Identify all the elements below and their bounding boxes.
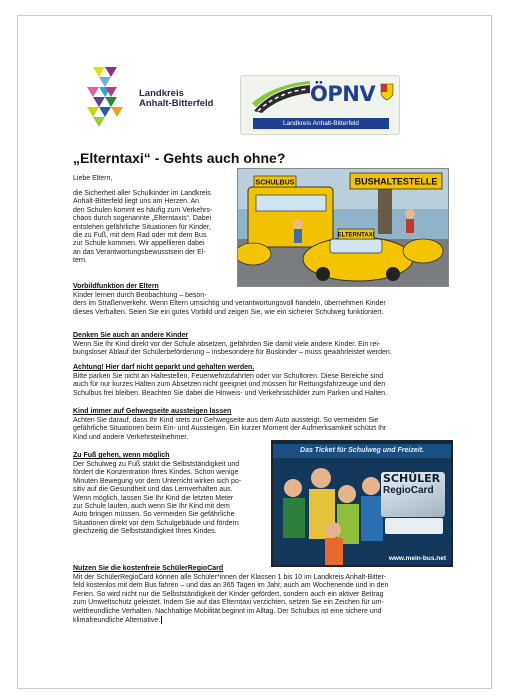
oepnv-subtitle: Landkreis Anhalt-Bitterfeld	[253, 118, 389, 129]
oepnv-logo	[240, 75, 400, 135]
intro-paragraph: die Sicherheit aller Schulkinder im Landkreis Anhalt-Bitterfeld liegt uns am Herzen. An den Schulen kommt es häufig zum Verkehrs- chaos durch sogenannte „Elterntaxis“. Dabei entstehen gefährliche Situationen für Kinder, die zu Fuß, mit dem Rad oder mit dem Bus zur Schule kommen. Wir appellieren dabei an das Verantwortungsbewusstsein der El- tern.	[73, 190, 213, 265]
section-paragraph: Achten Sie darauf, dass Ihr Kind stets zur Gehwegseite aus dem Auto aussteigt. So vermeiden Sie gefährliche Situationen beim Ein- und Aussteigen. Ein kurzer Moment der Aufmerksamkeit schützt Ihr Kind und andere Verkehrsteilnehmer.	[73, 417, 387, 441]
card-title: SCHÜLER	[383, 472, 441, 485]
section-heading: Denken Sie auch an andere Kinder	[73, 332, 189, 339]
section-paragraph: Kinder lernen durch Beobachtung – beson- ders im Straßenverkehr. Wenn Eltern umsichtig und verantwortungsvoll handeln, übernehmen Kinder dieses Verhalten. Seien Sie ein gutes Vorbild und zeigen Sie, wie ein sicherer Schulweg funktioniert.	[73, 292, 386, 316]
ad-banner: Das Ticket für Schulweg und Freizeit.	[273, 444, 451, 458]
road-swoosh-icon	[252, 81, 312, 115]
section-paragraph: Der Schulweg zu Fuß stärkt die Selbstständigkeit und fördert die Konzentration Ihres Kindes. Schon wenige Minuten Bewegung vor dem Unterricht wirken sich po- sitiv auf die Gesundheit und das Lernverhalten aus. Wenn möglich, lassen Sie Ihr Kind die letzten Meter zur Schule laufen, auch wenn Sie Ihr Kind mit dem Auto bringen müssen. So vermeiden Sie gefährliche Situationen direkt vor dem Schulgebäude und fördern gleichzeitig die Selbstständigkeit Ihres Kindes.	[73, 461, 242, 536]
page-title: „Elterntaxi“ - Gehts auch ohne?	[73, 150, 286, 166]
landkreis-logo	[83, 65, 218, 128]
landkreis-triangles-icon	[83, 65, 143, 128]
card-subtitle: RegioCard	[383, 485, 434, 496]
greeting: Liebe Eltern,	[73, 175, 113, 182]
bus-stop-sign-text: BUSHALTESTELLE	[354, 176, 438, 187]
text-cursor	[161, 616, 162, 624]
section-heading: Kind immer auf Gehwegseite aussteigen lassen	[73, 408, 232, 415]
section-heading: Nutzen Sie die kostenfreie SchülerRegioCard	[73, 565, 224, 572]
oepnv-wordmark: ÖPNV	[310, 82, 376, 106]
section-heading: Achtung! Hier darf nicht geparkt und gehalten werden.	[73, 364, 255, 371]
school-bus-illustration	[237, 168, 449, 287]
section-heading: Zu Fuß gehen, wenn möglich	[73, 452, 170, 459]
landkreis-line1: Landkreis	[139, 88, 184, 99]
section-heading: Vorbildfunktion der Eltern	[73, 283, 159, 290]
section-paragraph: Wenn Sie Ihr Kind direkt vor der Schule absetzen, gefährden Sie damit viele andere Kinder. Ein rei- bungsloser Ablauf der Schülerbeförderung – insbesondere für Buskinder – muss gewährleistet werden.	[73, 341, 392, 357]
schuelerregiocard-ad	[271, 440, 453, 567]
document-page	[60, 50, 455, 670]
bus-sign-text: SCHULBUS	[255, 179, 295, 187]
landkreis-line2: Anhalt-Bitterfeld	[139, 98, 214, 109]
coat-of-arms-icon	[380, 83, 394, 101]
ad-url: www.mein-bus.net	[388, 555, 446, 562]
section-paragraph: Mit der SchülerRegioCard können alle Schüler*innen der Klassen 1 bis 10 im Landkreis Anhalt-Bitter- feld kostenlos mit dem Bus fahren – und das an 365 Tagen im Jahr, auch am Wochenende und in den Ferien. So wird nicht nur die Selbstständigkeit der Kinder gefördert, sondern auch ein aktiver Beitrag zum Umweltschutz geleistet. Indem Sie auf das Elterntaxi verzichten, setzen Sie ein Zeichen für um- weltfreundliche Verhalten. Nachhaltige Mobilität beginnt im Alltag. Der Schulbus ist eine sichere und klimafreundliche Alternative.	[73, 574, 389, 624]
taxi-sign-text: ELTERNTAXI	[337, 232, 375, 239]
section-paragraph: Bitte parken Sie nicht an Haltestellen, Feuerwehrzufahrten oder vor Schultoren. Diese Bereiche sind auch für nur kurzes Halten zum Absetzen nicht geeignet und müssen für Rettungsfahrzeuge und den Schulbus frei bleiben. Beachten Sie dabei die Hinweis- und Verkehrsschilder zum Parken und Halten.	[73, 373, 388, 397]
